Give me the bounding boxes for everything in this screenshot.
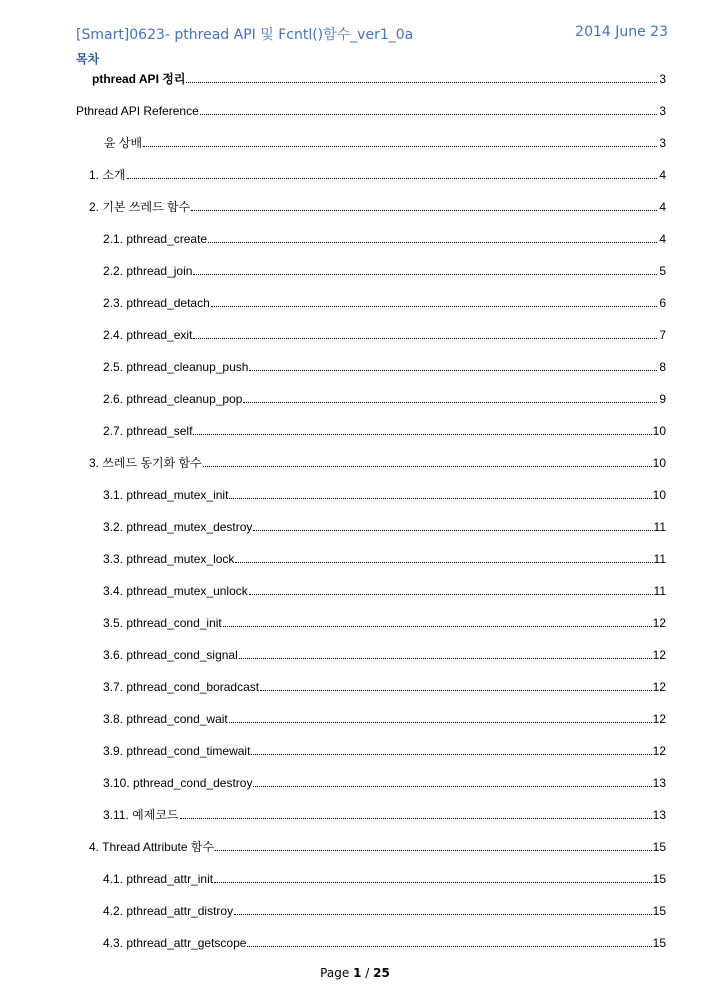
toc-entry-title: 2.4. pthread_exit <box>103 328 193 342</box>
toc-entry-page: 12 <box>652 680 666 694</box>
toc-entry[interactable] <box>103 614 666 630</box>
toc-entry-page: 4 <box>659 232 666 246</box>
toc-dot-leader <box>249 370 657 371</box>
toc-entry[interactable] <box>104 134 666 150</box>
toc-dot-leader <box>143 146 657 147</box>
toc-dot-leader <box>249 594 653 595</box>
toc-entry-title: 4.3. pthread_attr_getscope <box>103 936 247 950</box>
toc-entry[interactable] <box>89 838 666 854</box>
toc-entry[interactable] <box>103 582 666 598</box>
toc-entry-page: 3 <box>659 72 666 86</box>
toc-dot-leader <box>127 178 657 179</box>
toc-dot-leader <box>193 274 657 275</box>
toc-dot-leader <box>253 786 651 787</box>
toc-entry-title: 2.6. pthread_cleanup_pop <box>103 392 243 406</box>
toc-entry-title: 3.7. pthread_cond_boradcast <box>103 680 260 694</box>
toc-entry[interactable] <box>89 166 666 182</box>
toc-entry-title: 3.10. pthread_cond_destroy <box>103 776 253 790</box>
toc-entry[interactable] <box>103 550 666 566</box>
toc-entry[interactable] <box>103 902 666 918</box>
toc-entry-page: 12 <box>652 712 666 726</box>
toc-entry-page: 6 <box>659 296 666 310</box>
toc-dot-leader <box>193 338 657 339</box>
toc-entry-title: 2.1. pthread_create <box>103 232 208 246</box>
toc-entry[interactable] <box>92 70 666 86</box>
toc-dot-leader <box>186 82 657 83</box>
toc-entry-title: 3.1. pthread_mutex_init <box>103 488 229 502</box>
toc-entry[interactable] <box>103 326 666 342</box>
toc-entry-title: 2. 기본 쓰레드 함수 <box>89 200 191 214</box>
toc-entry[interactable] <box>103 422 666 438</box>
toc-entry[interactable] <box>103 518 666 534</box>
toc-entry-page: 15 <box>652 936 666 950</box>
document-date: 2014 June 23 <box>575 24 668 40</box>
toc-entry-title: 2.3. pthread_detach <box>103 296 210 310</box>
toc-entry[interactable] <box>103 806 666 822</box>
toc-entry-title: 2.5. pthread_cleanup_push <box>103 360 249 374</box>
toc-entry-page: 12 <box>652 648 666 662</box>
toc-entry-page: 11 <box>653 552 666 566</box>
toc-entry-page: 4 <box>659 168 666 182</box>
toc-entry-title: 4. Thread Attribute 함수 <box>89 840 215 854</box>
toc-dot-leader <box>200 114 657 115</box>
toc-dot-leader <box>223 626 652 627</box>
toc-entry-page: 15 <box>652 904 666 918</box>
toc-dot-leader <box>260 690 652 691</box>
toc-entry-page: 12 <box>652 744 666 758</box>
toc-entry-title: 4.2. pthread_attr_distroy <box>103 904 234 918</box>
toc-dot-leader <box>247 946 651 947</box>
document-title: [Smart]0623- pthread API 및 Fcntl()함수_ver1_0a <box>76 27 414 43</box>
toc-entry-page: 15 <box>652 840 666 854</box>
toc-heading: 목차 <box>76 52 100 66</box>
toc-entry-title: pthread API 정리 <box>92 72 186 86</box>
toc-entry[interactable] <box>103 230 666 246</box>
toc-entry-page: 8 <box>659 360 666 374</box>
footer-separator: / <box>365 966 370 980</box>
toc-entry-title: 4.1. pthread_attr_init <box>103 872 214 886</box>
toc-entry-page: 11 <box>653 584 666 598</box>
toc-entry[interactable] <box>103 262 666 278</box>
toc-dot-leader <box>203 466 652 467</box>
toc-dot-leader <box>191 210 657 211</box>
toc-entry[interactable] <box>103 774 666 790</box>
toc-entry-page: 15 <box>652 872 666 886</box>
toc-entry[interactable] <box>103 646 666 662</box>
toc-entry[interactable] <box>89 454 666 470</box>
toc-entry-page: 11 <box>653 520 666 534</box>
toc-entry[interactable] <box>103 870 666 886</box>
toc-entry-title: 2.7. pthread_self <box>103 424 193 438</box>
toc-entry[interactable] <box>103 358 666 374</box>
toc-dot-leader <box>235 562 652 563</box>
toc-entry-title: 3.6. pthread_cond_signal <box>103 648 238 662</box>
toc-entry-page: 3 <box>659 104 666 118</box>
toc-entry-page: 7 <box>659 328 666 342</box>
toc-dot-leader <box>229 498 651 499</box>
toc-entry[interactable] <box>103 390 666 406</box>
toc-dot-leader <box>193 434 651 435</box>
toc-entry-title: 3.9. pthread_cond_timewait <box>103 744 251 758</box>
toc-entry-page: 13 <box>652 776 666 790</box>
toc-entry[interactable] <box>76 102 666 118</box>
toc-entry[interactable] <box>103 710 666 726</box>
toc-entry[interactable] <box>103 934 666 950</box>
toc-dot-leader <box>251 754 651 755</box>
toc-entry-title: Pthread API Reference <box>76 104 199 118</box>
toc-dot-leader <box>253 530 652 531</box>
toc-entry-title: 3.11. 예제코드 <box>103 808 179 822</box>
toc-entry[interactable] <box>89 198 666 214</box>
toc-entry-page: 10 <box>652 424 666 438</box>
footer-total-pages: 25 <box>373 966 390 980</box>
toc-entry[interactable] <box>103 678 666 694</box>
toc-dot-leader <box>239 658 652 659</box>
toc-dot-leader <box>214 882 652 883</box>
toc-entry-page: 12 <box>652 616 666 630</box>
page-footer <box>0 966 710 980</box>
toc-entry-title: 3.2. pthread_mutex_destroy <box>103 520 253 534</box>
toc-entry-title: 1. 소개 <box>89 168 126 182</box>
toc-dot-leader <box>208 242 657 243</box>
toc-dot-leader <box>243 402 657 403</box>
toc-dot-leader <box>211 306 657 307</box>
footer-current-page: 1 <box>353 966 362 980</box>
toc-entry-title: 2.2. pthread_join <box>103 264 193 278</box>
toc-dot-leader <box>215 850 652 851</box>
toc-dot-leader <box>229 722 652 723</box>
page-header <box>76 24 668 44</box>
toc-entry-title: 윤 상배 <box>104 136 143 150</box>
toc-entry-page: 10 <box>652 488 666 502</box>
toc-entry-title: 3. 쓰레드 동기화 함수 <box>89 456 202 470</box>
toc-entry-page: 5 <box>659 264 666 278</box>
footer-page-word: Page <box>320 966 350 980</box>
toc-entry-page: 10 <box>652 456 666 470</box>
toc-entry-page: 13 <box>652 808 666 822</box>
toc-dot-leader <box>234 914 652 915</box>
toc-entry[interactable] <box>103 486 666 502</box>
toc-entry-page: 3 <box>659 136 666 150</box>
toc-entry-page: 4 <box>659 200 666 214</box>
toc-entry-title: 3.3. pthread_mutex_lock <box>103 552 235 566</box>
toc-entry[interactable] <box>103 294 666 310</box>
toc-dot-leader <box>180 818 652 819</box>
toc-entry-title: 3.5. pthread_cond_init <box>103 616 222 630</box>
toc-entry-page: 9 <box>659 392 666 406</box>
toc-entry-title: 3.8. pthread_cond_wait <box>103 712 228 726</box>
toc-entry-title: 3.4. pthread_mutex_unlock <box>103 584 248 598</box>
toc-entry[interactable] <box>103 742 666 758</box>
